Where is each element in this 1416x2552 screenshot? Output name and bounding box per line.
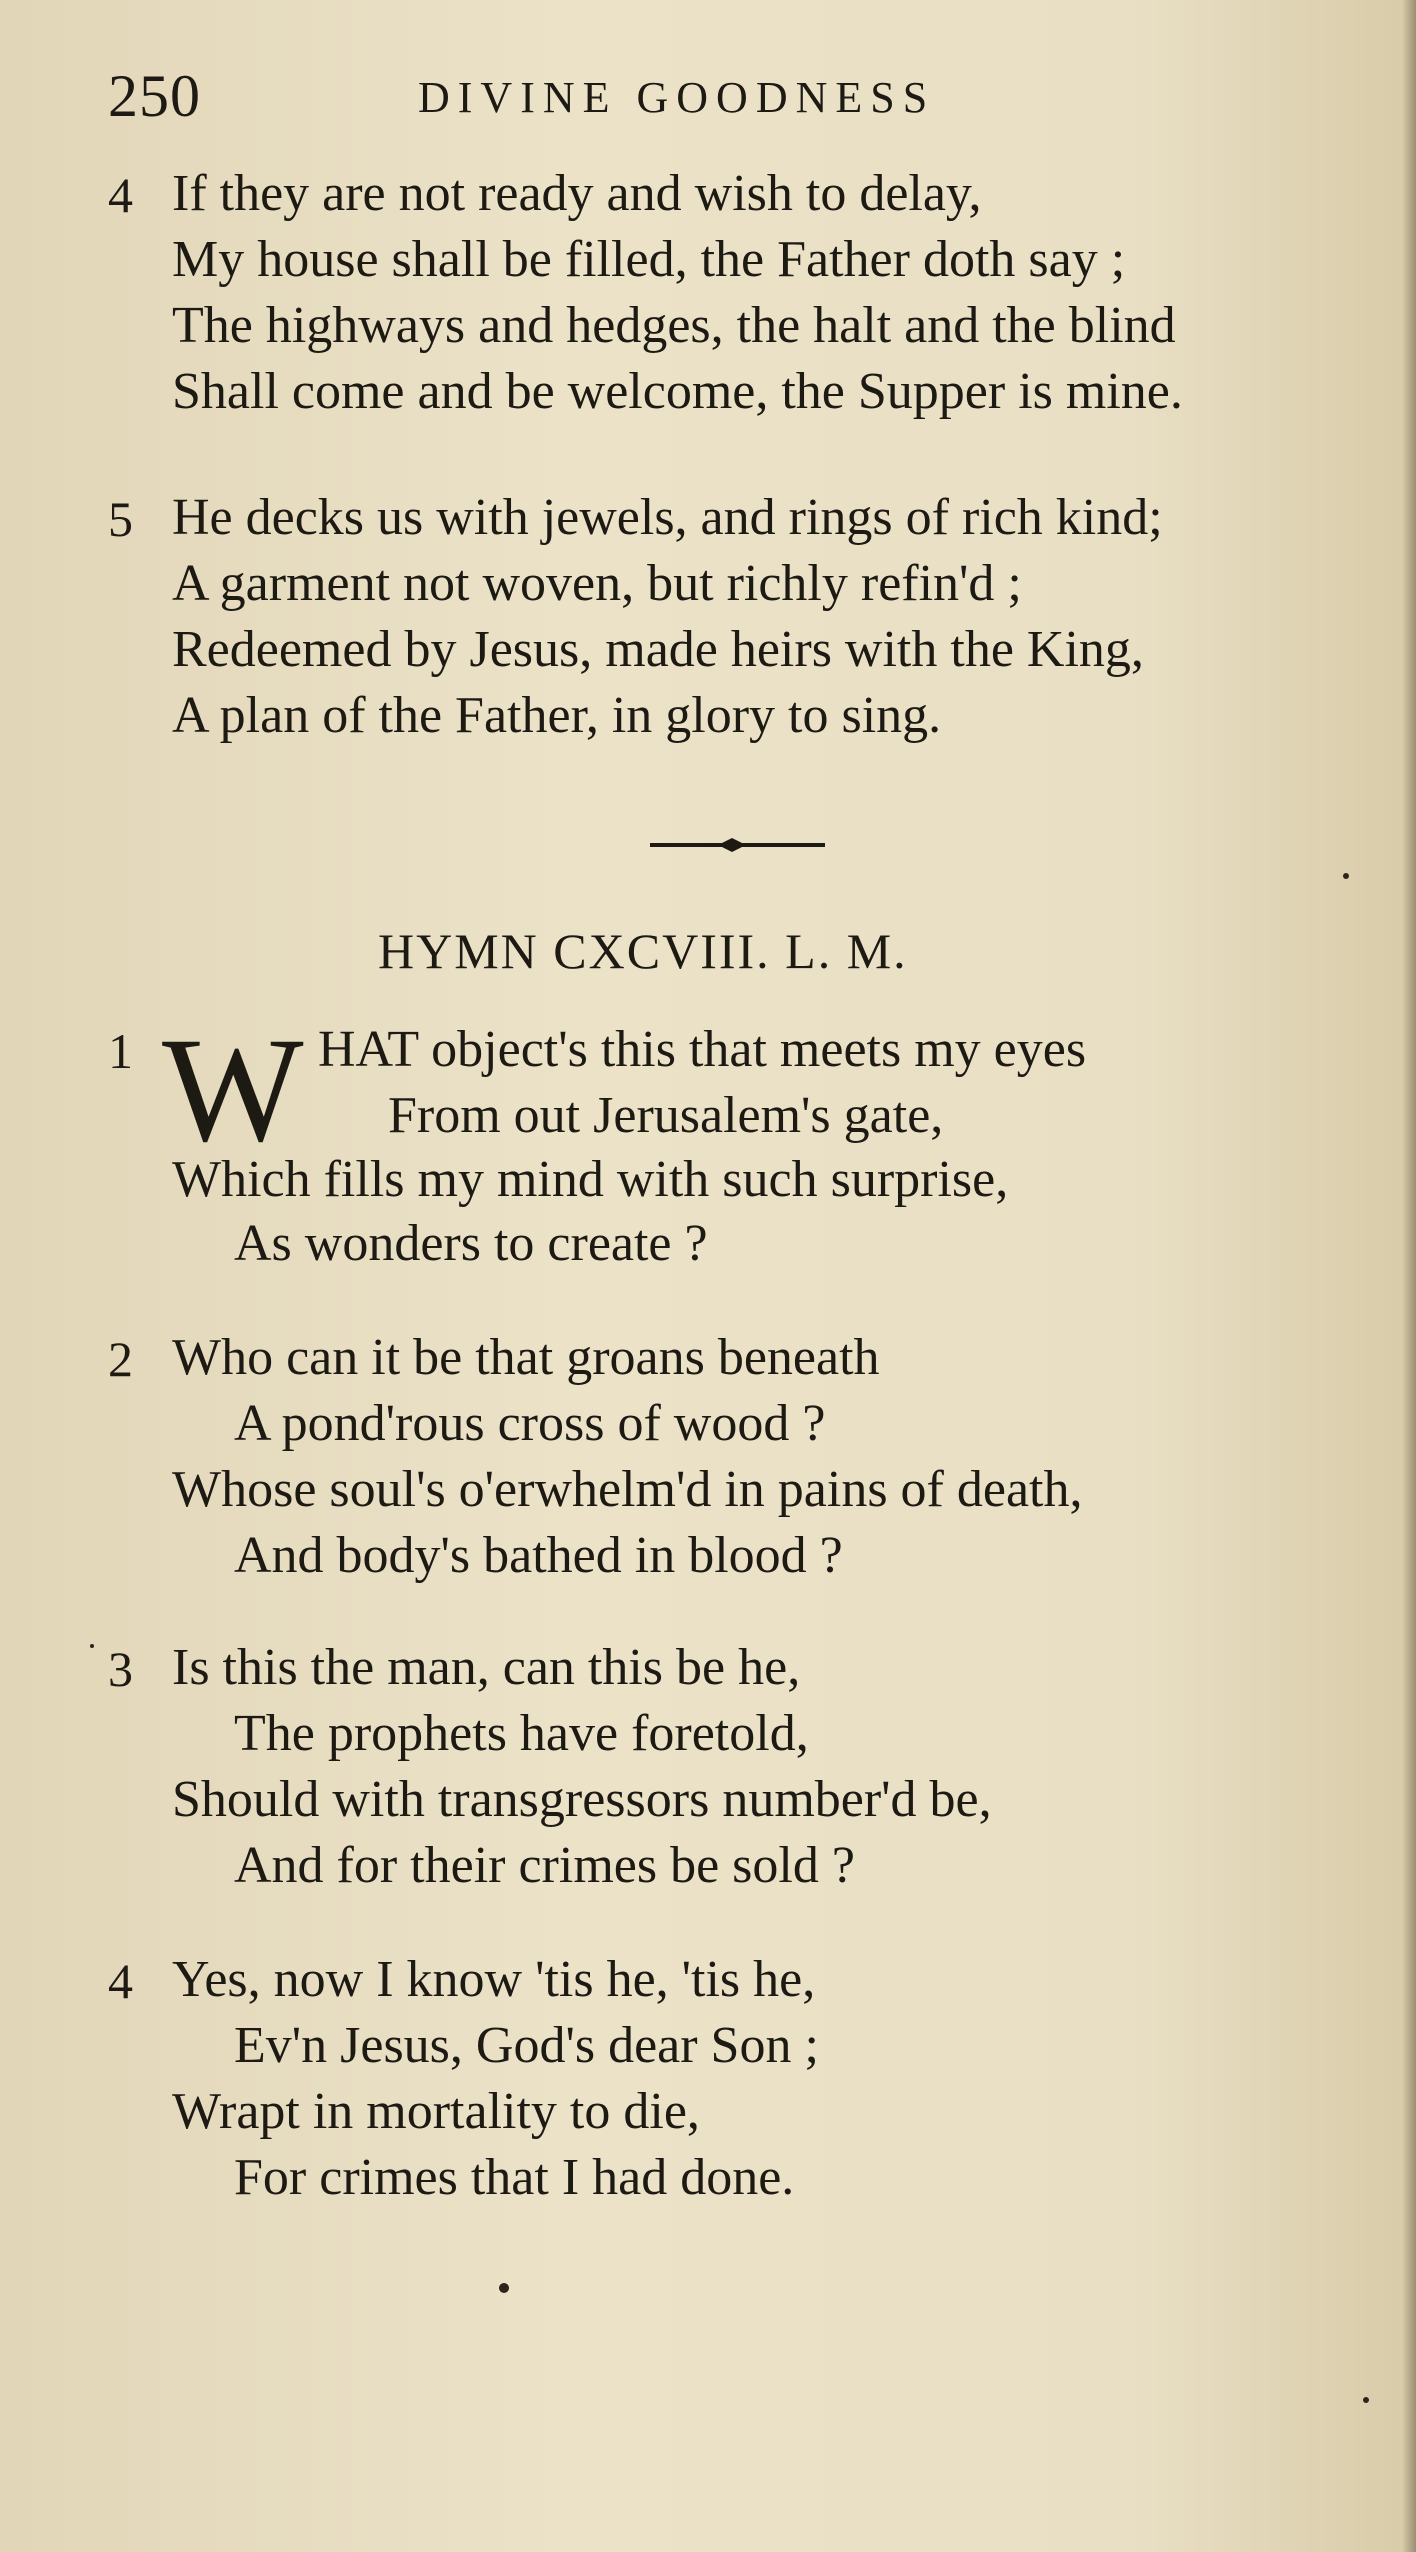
verse-line: Which fills my mind with such surprise, bbox=[172, 1151, 1009, 1208]
verse-line: Wrapt in mortality to die, bbox=[172, 2083, 700, 2140]
verse-number: 1 bbox=[108, 1023, 133, 1079]
page-number: 250 bbox=[108, 63, 201, 129]
verse-line: Is this the man, can this be he, bbox=[172, 1639, 801, 1696]
verse-line: Yes, now I know 'tis he, 'tis he, bbox=[172, 1951, 816, 2008]
running-title: DIVINE GOODNESS bbox=[418, 73, 936, 122]
drop-cap: W bbox=[162, 1007, 304, 1173]
verse-line: Ev'n Jesus, God's dear Son ; bbox=[234, 2017, 819, 2074]
verse-line: A garment not woven, but richly refin'd ; bbox=[172, 555, 1022, 612]
page-edge-shadow bbox=[1402, 0, 1416, 2552]
verse-line: The highways and hedges, the halt and the blind bbox=[172, 297, 1176, 354]
verse-number: 2 bbox=[108, 1331, 133, 1387]
verse-line: Redeemed by Jesus, made heirs with the King, bbox=[172, 621, 1144, 678]
hymn-title: HYMN CXCVIII. L. M. bbox=[378, 923, 908, 979]
verse-line: The prophets have foretold, bbox=[234, 1705, 809, 1762]
verse-line: If they are not ready and wish to delay, bbox=[172, 165, 982, 222]
verse-line: Who can it be that groans beneath bbox=[172, 1329, 880, 1386]
page-header bbox=[108, 62, 1108, 132]
verse-line: Should with transgressors number'd be, bbox=[172, 1771, 992, 1828]
verse-line: He decks us with jewels, and rings of rich kind; bbox=[172, 489, 1163, 546]
verse-line: Shall come and be welcome, the Supper is mine. bbox=[172, 363, 1183, 420]
verse-line: Whose soul's o'erwhelm'd in pains of death, bbox=[172, 1461, 1083, 1518]
verse-number: 4 bbox=[108, 167, 133, 223]
verse-number: 4 bbox=[108, 1953, 133, 2009]
verse-line: A plan of the Father, in glory to sing. bbox=[172, 687, 942, 744]
verse-line: From out Jerusalem's gate, bbox=[388, 1087, 944, 1144]
verse-line: My house shall be filled, the Father doth say ; bbox=[172, 231, 1126, 288]
verse-line: And for their crimes be sold ? bbox=[234, 1837, 855, 1894]
verse-line: As wonders to create ? bbox=[234, 1215, 708, 1272]
verse-line: For crimes that I had done. bbox=[234, 2149, 795, 2206]
verse-number: 5 bbox=[108, 491, 133, 547]
ornamental-rule bbox=[650, 835, 825, 855]
verse-line: HAT object's this that meets my eyes bbox=[318, 1021, 1087, 1078]
verse-line: A pond'rous cross of wood ? bbox=[234, 1395, 826, 1452]
verse-number: 3 bbox=[108, 1641, 133, 1697]
verse-line: And body's bathed in blood ? bbox=[234, 1527, 843, 1584]
